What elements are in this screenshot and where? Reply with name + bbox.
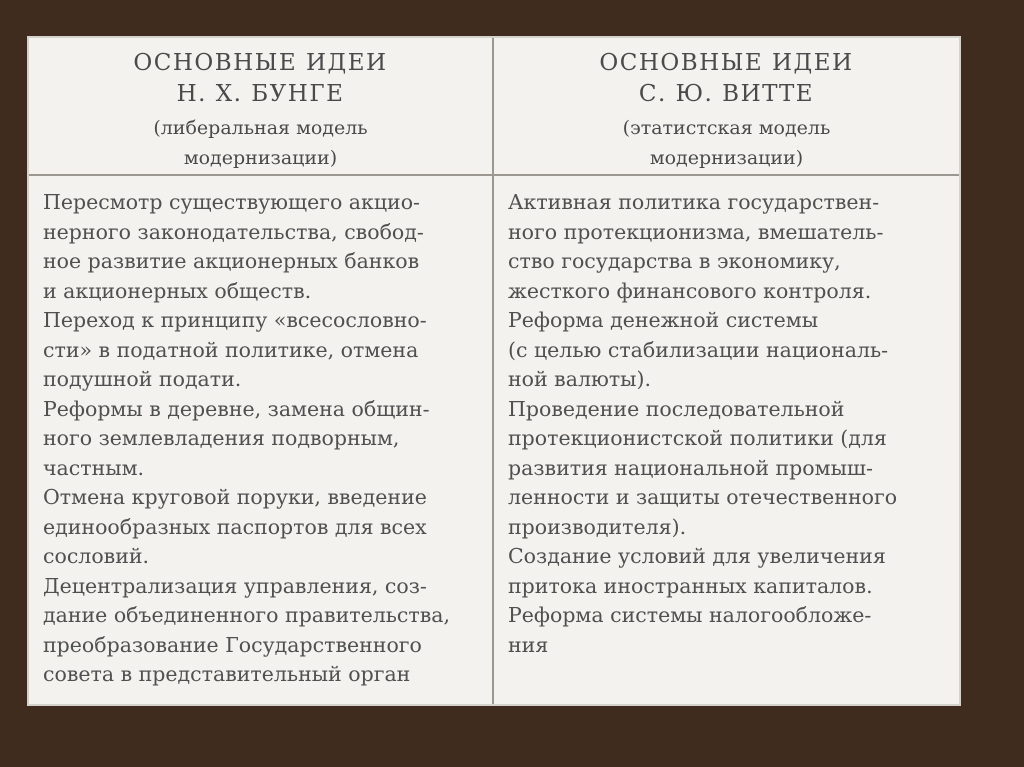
text-line: ного землевладения подворным, (43, 426, 400, 450)
text-line: протекционистской политики (для (508, 426, 887, 450)
text-line: сословий. (43, 544, 150, 568)
text-line: совета в представительный орган (43, 662, 411, 686)
header-subtitle-line: модернизации) (183, 147, 338, 169)
header-subtitle-line: модернизации) (649, 147, 804, 169)
text-line: Пересмотр существующего акцио- (43, 190, 420, 214)
text-line: подушной подати. (43, 367, 242, 391)
text-line: Реформа системы налогообложе- (508, 603, 872, 627)
text-line: ленности и защиты отечественного (508, 485, 898, 509)
text-line: Реформа денежной системы (508, 308, 819, 332)
text-line: Реформы в деревне, замена общин- (43, 396, 430, 421)
text-line: Создание условий для увеличения (508, 544, 886, 568)
text-line: ного протекционизма, вмешатель- (508, 219, 884, 244)
text-line: ния (508, 632, 549, 657)
text-line: нерного законодательства, свобод- (43, 219, 424, 244)
text-line: единообразных паспортов для всех (43, 514, 427, 539)
text-line: (с целью стабилизации националь- (508, 337, 889, 362)
header-bunge (29, 38, 494, 176)
text-line: Децентрализация управления, соз- (43, 573, 427, 598)
header-person-name: С. Ю. ВИТТЕ (638, 81, 815, 107)
header-subtitle (153, 113, 367, 173)
text-line: притока иностранных капиталов. (508, 573, 873, 598)
text-line: производителя). (508, 514, 687, 539)
text-line: жесткого финансового контроля. (508, 278, 872, 303)
text-line: частным. (43, 455, 145, 480)
text-line: Активная политика государствен- (508, 190, 880, 214)
header-subtitle-line: (либеральная модель (153, 117, 368, 139)
text-line: ное развитие акционерных банков (43, 249, 420, 273)
header-subtitle-line: (этатистская модель (622, 117, 831, 139)
text-line: преобразование Государственного (43, 632, 422, 657)
header-title: ОСНОВНЫЕ ИДЕИ (599, 50, 854, 76)
text-line: дание объединенного правительства, (43, 603, 450, 627)
comparison-table (27, 36, 961, 706)
text-line: Отмена круговой поруки, введение (43, 485, 427, 509)
ideas-bunge (29, 176, 494, 704)
header-subtitle (623, 113, 831, 173)
text-line: Переход к принципу «всесословно- (43, 308, 427, 332)
text-line: сти» в податной политике, отмена (43, 337, 419, 362)
text-line: ной валюты). (508, 367, 651, 391)
header-title: ОСНОВНЫЕ ИДЕИ (133, 50, 388, 76)
text-line: Проведение последовательной (508, 396, 845, 421)
text-line: развития национальной промыш- (508, 455, 873, 480)
text-line: ство государства в экономику, (508, 249, 841, 273)
ideas-witte (494, 176, 959, 704)
text-line: и акционерных обществ. (43, 278, 312, 303)
header-person-name: Н. Х. БУНГЕ (176, 81, 345, 107)
header-witte (494, 38, 959, 176)
